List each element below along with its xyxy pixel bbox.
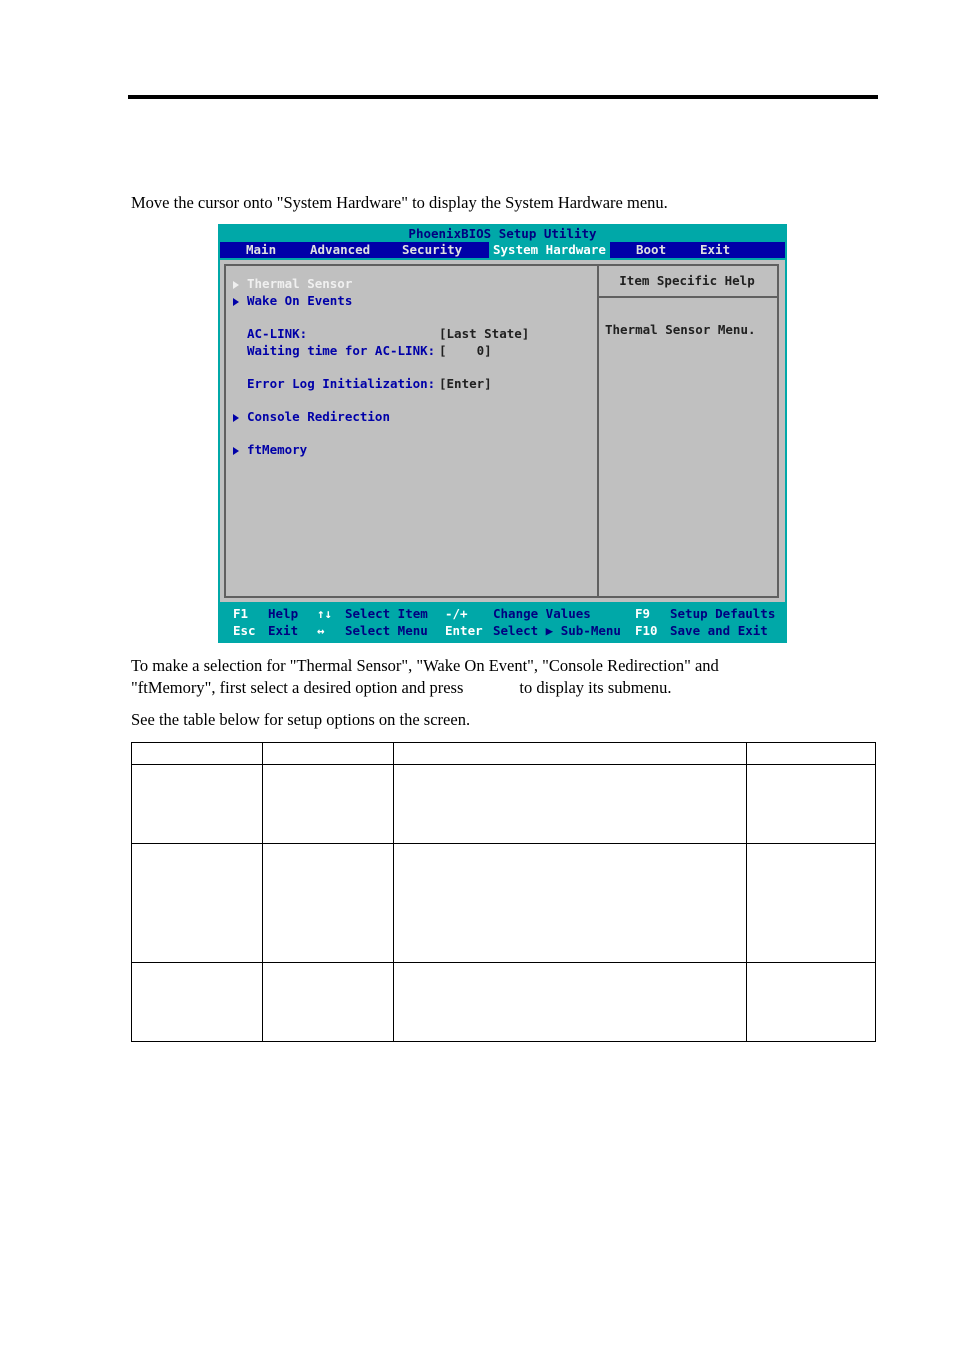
key-enter: Enter [445,623,483,638]
help-box [597,264,779,598]
table-cell [262,743,393,765]
bios-footer [220,604,785,641]
bios-screenshot [218,224,787,643]
leftright-arrows-icon: ↔ [317,623,325,638]
table-cell [747,765,876,844]
select-submenu-label: Select ▶ Sub-Menu [493,623,621,638]
bios-main-box [224,264,599,598]
table-cell [262,765,393,844]
item-error-log[interactable]: Error Log Initialization: [247,376,436,391]
bios-panel [220,260,785,602]
header-rule [128,95,878,99]
para-selection-line2a: "ftMemory", first select a desired option and press [131,678,464,697]
submenu-arrow-icon [233,298,239,306]
table-cell [747,743,876,765]
key-f10: F10 [635,623,658,638]
menu-main[interactable]: Main [246,242,277,257]
error-log-value[interactable]: [Enter] [439,376,492,391]
menu-advanced[interactable]: Advanced [310,242,371,257]
help-title: Item Specific Help [597,266,777,298]
table-cell [393,844,747,963]
exit-label: Exit [268,623,299,638]
ac-link-value[interactable]: [Last State] [439,326,530,341]
key-f1: F1 [233,606,249,621]
item-ftmemory[interactable]: ftMemory [247,442,308,457]
submenu-arrow-icon [233,414,239,422]
table-cell [747,963,876,1042]
table-header-row [132,743,876,765]
select-item-label: Select Item [345,606,428,621]
para-selection-line1: To make a selection for "Thermal Sensor", "Wake On Event", "Console Redirection" and [131,656,719,675]
menu-system-hardware[interactable]: System Hardware [489,242,610,258]
item-ac-link[interactable]: AC-LINK: [247,326,308,341]
options-table [131,742,876,1042]
item-console-redirection[interactable]: Console Redirection [247,409,390,424]
table-cell [262,963,393,1042]
table-cell [393,743,747,765]
table-row [132,844,876,963]
table-cell [262,844,393,963]
submenu-arrow-icon [233,447,239,455]
help-text: Thermal Sensor Menu. [605,322,756,337]
key-help-label: Help [268,606,299,621]
table-cell [132,743,263,765]
select-menu-label: Select Menu [345,623,428,638]
table-cell [393,765,747,844]
para-table-intro: See the table below for setup options on the screen. [131,710,471,729]
setup-defaults-label: Setup Defaults [670,606,776,621]
intro-text: Move the cursor onto "System Hardware" to display the System Hardware menu. [131,193,668,212]
menu-security[interactable]: Security [402,242,463,257]
key-f9: F9 [635,606,651,621]
table-cell [393,963,747,1042]
key-esc: Esc [233,623,256,638]
para-selection-line2b: to display its submenu. [519,678,672,697]
item-waiting-time[interactable]: Waiting time for AC-LINK: [247,343,436,358]
table-cell [747,844,876,963]
table-cell [132,963,263,1042]
table-row [132,765,876,844]
menu-boot[interactable]: Boot [636,242,667,257]
waiting-time-value[interactable]: [ 0] [439,343,492,358]
table-row [132,963,876,1042]
bios-menubar [220,242,785,258]
submenu-arrow-icon [233,281,239,289]
table-cell [132,765,263,844]
item-thermal-sensor[interactable]: Thermal Sensor [247,276,353,291]
bios-title: PhoenixBIOS Setup Utility [408,226,597,241]
updown-arrows-icon: ↑↓ [317,606,333,621]
change-values-label: Change Values [493,606,591,621]
table-cell [132,844,263,963]
key-minus-plus: -/+ [445,606,468,621]
save-exit-label: Save and Exit [670,623,768,638]
menu-exit[interactable]: Exit [700,242,731,257]
item-wake-on-events[interactable]: Wake On Events [247,293,353,308]
para-selection-line2 [131,677,672,699]
